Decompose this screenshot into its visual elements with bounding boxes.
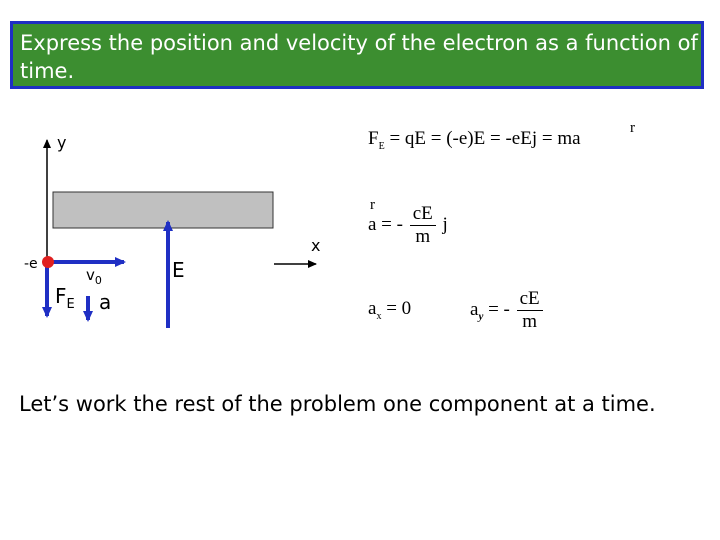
ay-equation: $a_y$ = - $\frac{cE}{m}$ [470,288,545,333]
capacitor-plate [53,192,273,228]
force-equation: r $F_E$ = qE = (-e)E = -eEj = ma [368,120,635,152]
acceleration-equation: r a = - $\frac{cE}{m}$ j [368,197,448,247]
charge-label: -e [24,256,38,272]
force-label: $F_E$ [55,284,75,312]
x-axis-label: x [311,236,321,255]
acceleration-label: a [99,290,112,314]
electron [42,256,54,268]
slide-title-box [10,21,704,89]
ax-equation: $a_x = 0$ [368,298,412,322]
field-label: E [172,258,185,282]
slide-title: Express the position and velocity of the electron as a function of time. [20,31,698,83]
velocity-label: $v_0$ [86,266,102,287]
y-axis-label: y [57,133,67,152]
footer-text: Let’s work the rest of the problem one component at a time. [19,392,656,416]
